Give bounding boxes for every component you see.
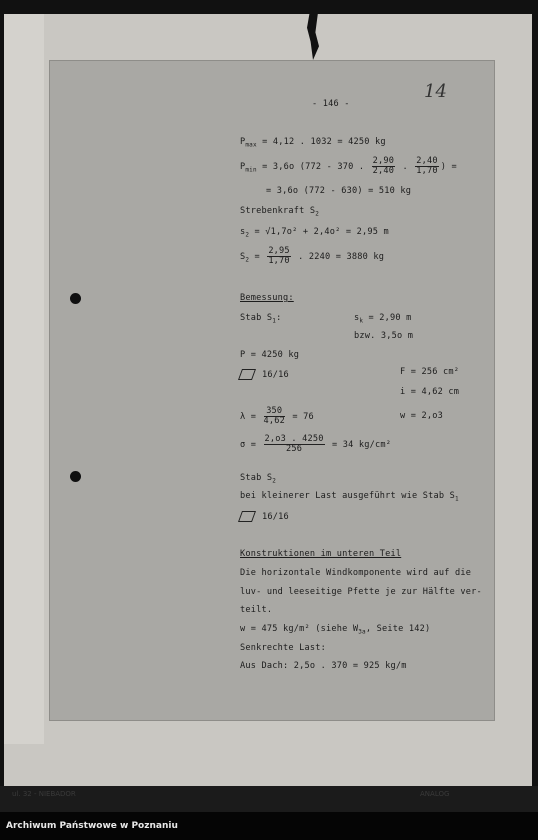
profile-s1: 16/16 [240,369,289,380]
profile-s2: 16/16 [240,511,289,522]
stress-sigma: σ = $\frac{2,o3 . 4250}{256}$ = 34 kg/cm² [240,434,392,454]
archive-name: Archiwum Państwowe w Poznaniu [6,821,178,831]
wind-text-1: Die horizontale Windkomponente wird auf die [240,568,472,578]
s2-length: $s_2 = √1,7o^2 + 2,4o^2 = 2,95$ m [240,227,389,239]
force-p: P = 4250 kg [240,350,300,360]
stab-s2: Stab $S_2$ [240,473,277,485]
konstruktion-heading: Konstruktionen im unteren Teil [240,549,402,559]
vertical-load-heading: Senkrechte Last: [240,643,326,653]
square-section-icon [238,511,256,522]
strip-text-right: ANALOG [420,790,450,798]
radius-i: i = 4,62 cm [400,387,460,397]
page-number: - 146 - [312,99,350,109]
stab-s1: Stab $S_1$: [240,313,282,325]
wind-load: w = 475 kg/m² (siehe $W_{3a}$, Seite 142) [240,624,431,636]
roof-load: Aus Dach: 2,5o . 370 = 925 kg/m [240,661,407,671]
strebenkraft-heading: Strebenkraft $S_2$ [240,206,320,218]
area-f: F = 256 cm² [400,367,460,377]
square-section-icon [238,369,256,380]
film-strip [0,786,538,812]
strip-text-left: ul. 32 - NIEBADOR [12,790,76,798]
pmin-continuation: = 3,6o (772 - 630) = 510 kg [266,186,412,196]
smaller-load-note: bei kleinerer Last ausgeführt wie Stab $S_1$ [240,491,459,503]
bemessung-heading: Bemessung: [240,293,294,303]
backing-edge [4,14,44,744]
punch-hole-top [70,293,81,304]
omega-value: w = 2,o3 [400,411,443,421]
S2-force: $S_2$ = $\frac{2,95}{1,70}$ . 2240 = 3880 kg [240,246,385,266]
pmax-line: $P_{max} = 4,12$ . 1032 = 4250 kg [240,137,386,149]
punch-hole-bottom [70,471,81,482]
handwritten-number: 14 [424,81,447,102]
wind-text-2: luv- und leeseitige Pfette je zur Hälfte ver- [240,587,482,597]
wind-text-3: teilt. [240,605,273,615]
document-page [50,61,494,720]
buckling-length: $s_k = 2,90$ m [354,313,412,325]
pmin-line: $P_{min} = 3,6o$ (772 - 370 . $\frac{2,90}{2,40}$ . $\frac{2,40}{1,70}$ ) = [240,156,457,176]
slenderness: λ = $\frac{350}{4,62}$ = 76 [240,406,314,426]
buckling-length-alt: bzw. 3,5o m [354,331,414,341]
